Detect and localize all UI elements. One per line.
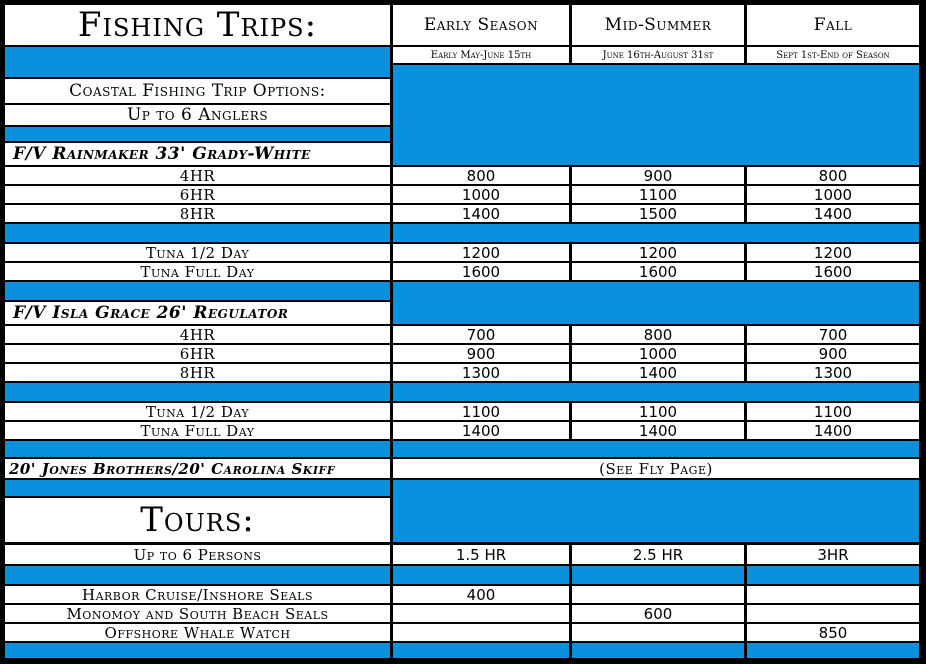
blue-divider <box>393 383 919 401</box>
price-cell: 1600 <box>572 263 744 280</box>
price-cell: 1400 <box>747 422 919 439</box>
row-label: 8HR <box>5 205 390 222</box>
price-cell: 1400 <box>393 422 569 439</box>
blue-block <box>393 480 919 542</box>
price-cell: 900 <box>393 345 569 362</box>
tour-duration: 3HR <box>747 545 919 564</box>
blue-divider <box>5 643 390 658</box>
blue-block <box>393 65 919 165</box>
price-cell <box>572 586 744 603</box>
coastal-heading: Coastal Fishing Trip Options: <box>5 79 390 103</box>
price-cell: 850 <box>747 624 919 641</box>
row-label: Tuna Full Day <box>5 263 390 280</box>
blue-divider <box>5 127 390 141</box>
price-cell: 1000 <box>393 186 569 203</box>
blue-block <box>393 282 919 324</box>
price-cell: 900 <box>747 345 919 362</box>
price-cell: 1200 <box>747 244 919 261</box>
blue-divider <box>5 282 390 300</box>
row-label: Tuna 1/2 Day <box>5 244 390 261</box>
row-label: 6HR <box>5 186 390 203</box>
blue-divider <box>5 566 390 584</box>
price-cell: 800 <box>572 326 744 343</box>
price-cell: 900 <box>572 167 744 184</box>
blue-divider <box>5 224 390 242</box>
row-label: 8HR <box>5 364 390 381</box>
boat-isla-grace-title: F/V Isla Grace 26' Regulator <box>5 302 390 324</box>
row-label: Tuna 1/2 Day <box>5 403 390 420</box>
price-cell: 1200 <box>393 244 569 261</box>
tour-label: Harbor Cruise/Inshore Seals <box>5 586 390 603</box>
blue-divider <box>5 441 390 457</box>
price-cell: 800 <box>747 167 919 184</box>
blue-divider <box>572 566 744 584</box>
price-cell <box>393 624 569 641</box>
price-cell: 1400 <box>572 422 744 439</box>
price-cell: 1400 <box>572 364 744 381</box>
price-cell: 1600 <box>747 263 919 280</box>
price-cell: 1100 <box>747 403 919 420</box>
blue-divider <box>747 643 919 658</box>
price-cell <box>572 624 744 641</box>
price-cell: 1300 <box>747 364 919 381</box>
blue-divider <box>5 47 390 77</box>
blue-divider <box>747 566 919 584</box>
price-cell: 1400 <box>393 205 569 222</box>
row-label: 6HR <box>5 345 390 362</box>
blue-divider <box>393 566 569 584</box>
blue-divider <box>5 480 390 496</box>
season-fall-header: Fall <box>747 5 919 45</box>
blue-divider <box>393 224 919 242</box>
price-cell <box>393 605 569 622</box>
price-cell: 1100 <box>572 186 744 203</box>
tours-persons-label: Up to 6 Persons <box>5 545 390 564</box>
row-label: 4HR <box>5 326 390 343</box>
price-cell: 1100 <box>572 403 744 420</box>
skiff-title: 20' Jones Brothers/20' Carolina Skiff <box>5 459 390 478</box>
tours-title: Tours: <box>5 498 390 542</box>
fishing-trips-price-table <box>5 5 919 658</box>
price-cell: 600 <box>572 605 744 622</box>
price-cell: 1500 <box>572 205 744 222</box>
price-cell <box>747 605 919 622</box>
row-label: 4HR <box>5 167 390 184</box>
season-mid-header: Mid-Summer <box>572 5 744 45</box>
tour-label: Offshore Whale Watch <box>5 624 390 641</box>
price-cell: 1000 <box>747 186 919 203</box>
row-label: Tuna Full Day <box>5 422 390 439</box>
blue-divider <box>393 441 919 457</box>
price-cell: 800 <box>393 167 569 184</box>
coastal-subheading: Up to 6 Anglers <box>5 105 390 125</box>
season-fall-dates: Sept 1st-End of Season <box>747 47 919 63</box>
season-early-header: Early Season <box>393 5 569 45</box>
boat-rainmaker-title: F/V Rainmaker 33' Grady-White <box>5 143 390 165</box>
price-cell: 1400 <box>747 205 919 222</box>
tour-duration: 1.5 HR <box>393 545 569 564</box>
skiff-note: (See Fly Page) <box>393 459 919 478</box>
price-cell: 1000 <box>572 345 744 362</box>
price-cell: 700 <box>747 326 919 343</box>
blue-divider <box>5 383 390 401</box>
price-cell: 700 <box>393 326 569 343</box>
season-mid-dates: June 16th-August 31st <box>572 47 744 63</box>
price-cell: 1100 <box>393 403 569 420</box>
page-title: Fishing Trips: <box>5 5 390 45</box>
price-cell: 400 <box>393 586 569 603</box>
price-cell: 1600 <box>393 263 569 280</box>
price-cell: 1200 <box>572 244 744 261</box>
blue-divider <box>572 643 744 658</box>
season-early-dates: Early May-June 15th <box>393 47 569 63</box>
price-cell <box>747 586 919 603</box>
tour-label: Monomoy and South Beach Seals <box>5 605 390 622</box>
price-cell: 1300 <box>393 364 569 381</box>
blue-divider <box>393 643 569 658</box>
tour-duration: 2.5 HR <box>572 545 744 564</box>
